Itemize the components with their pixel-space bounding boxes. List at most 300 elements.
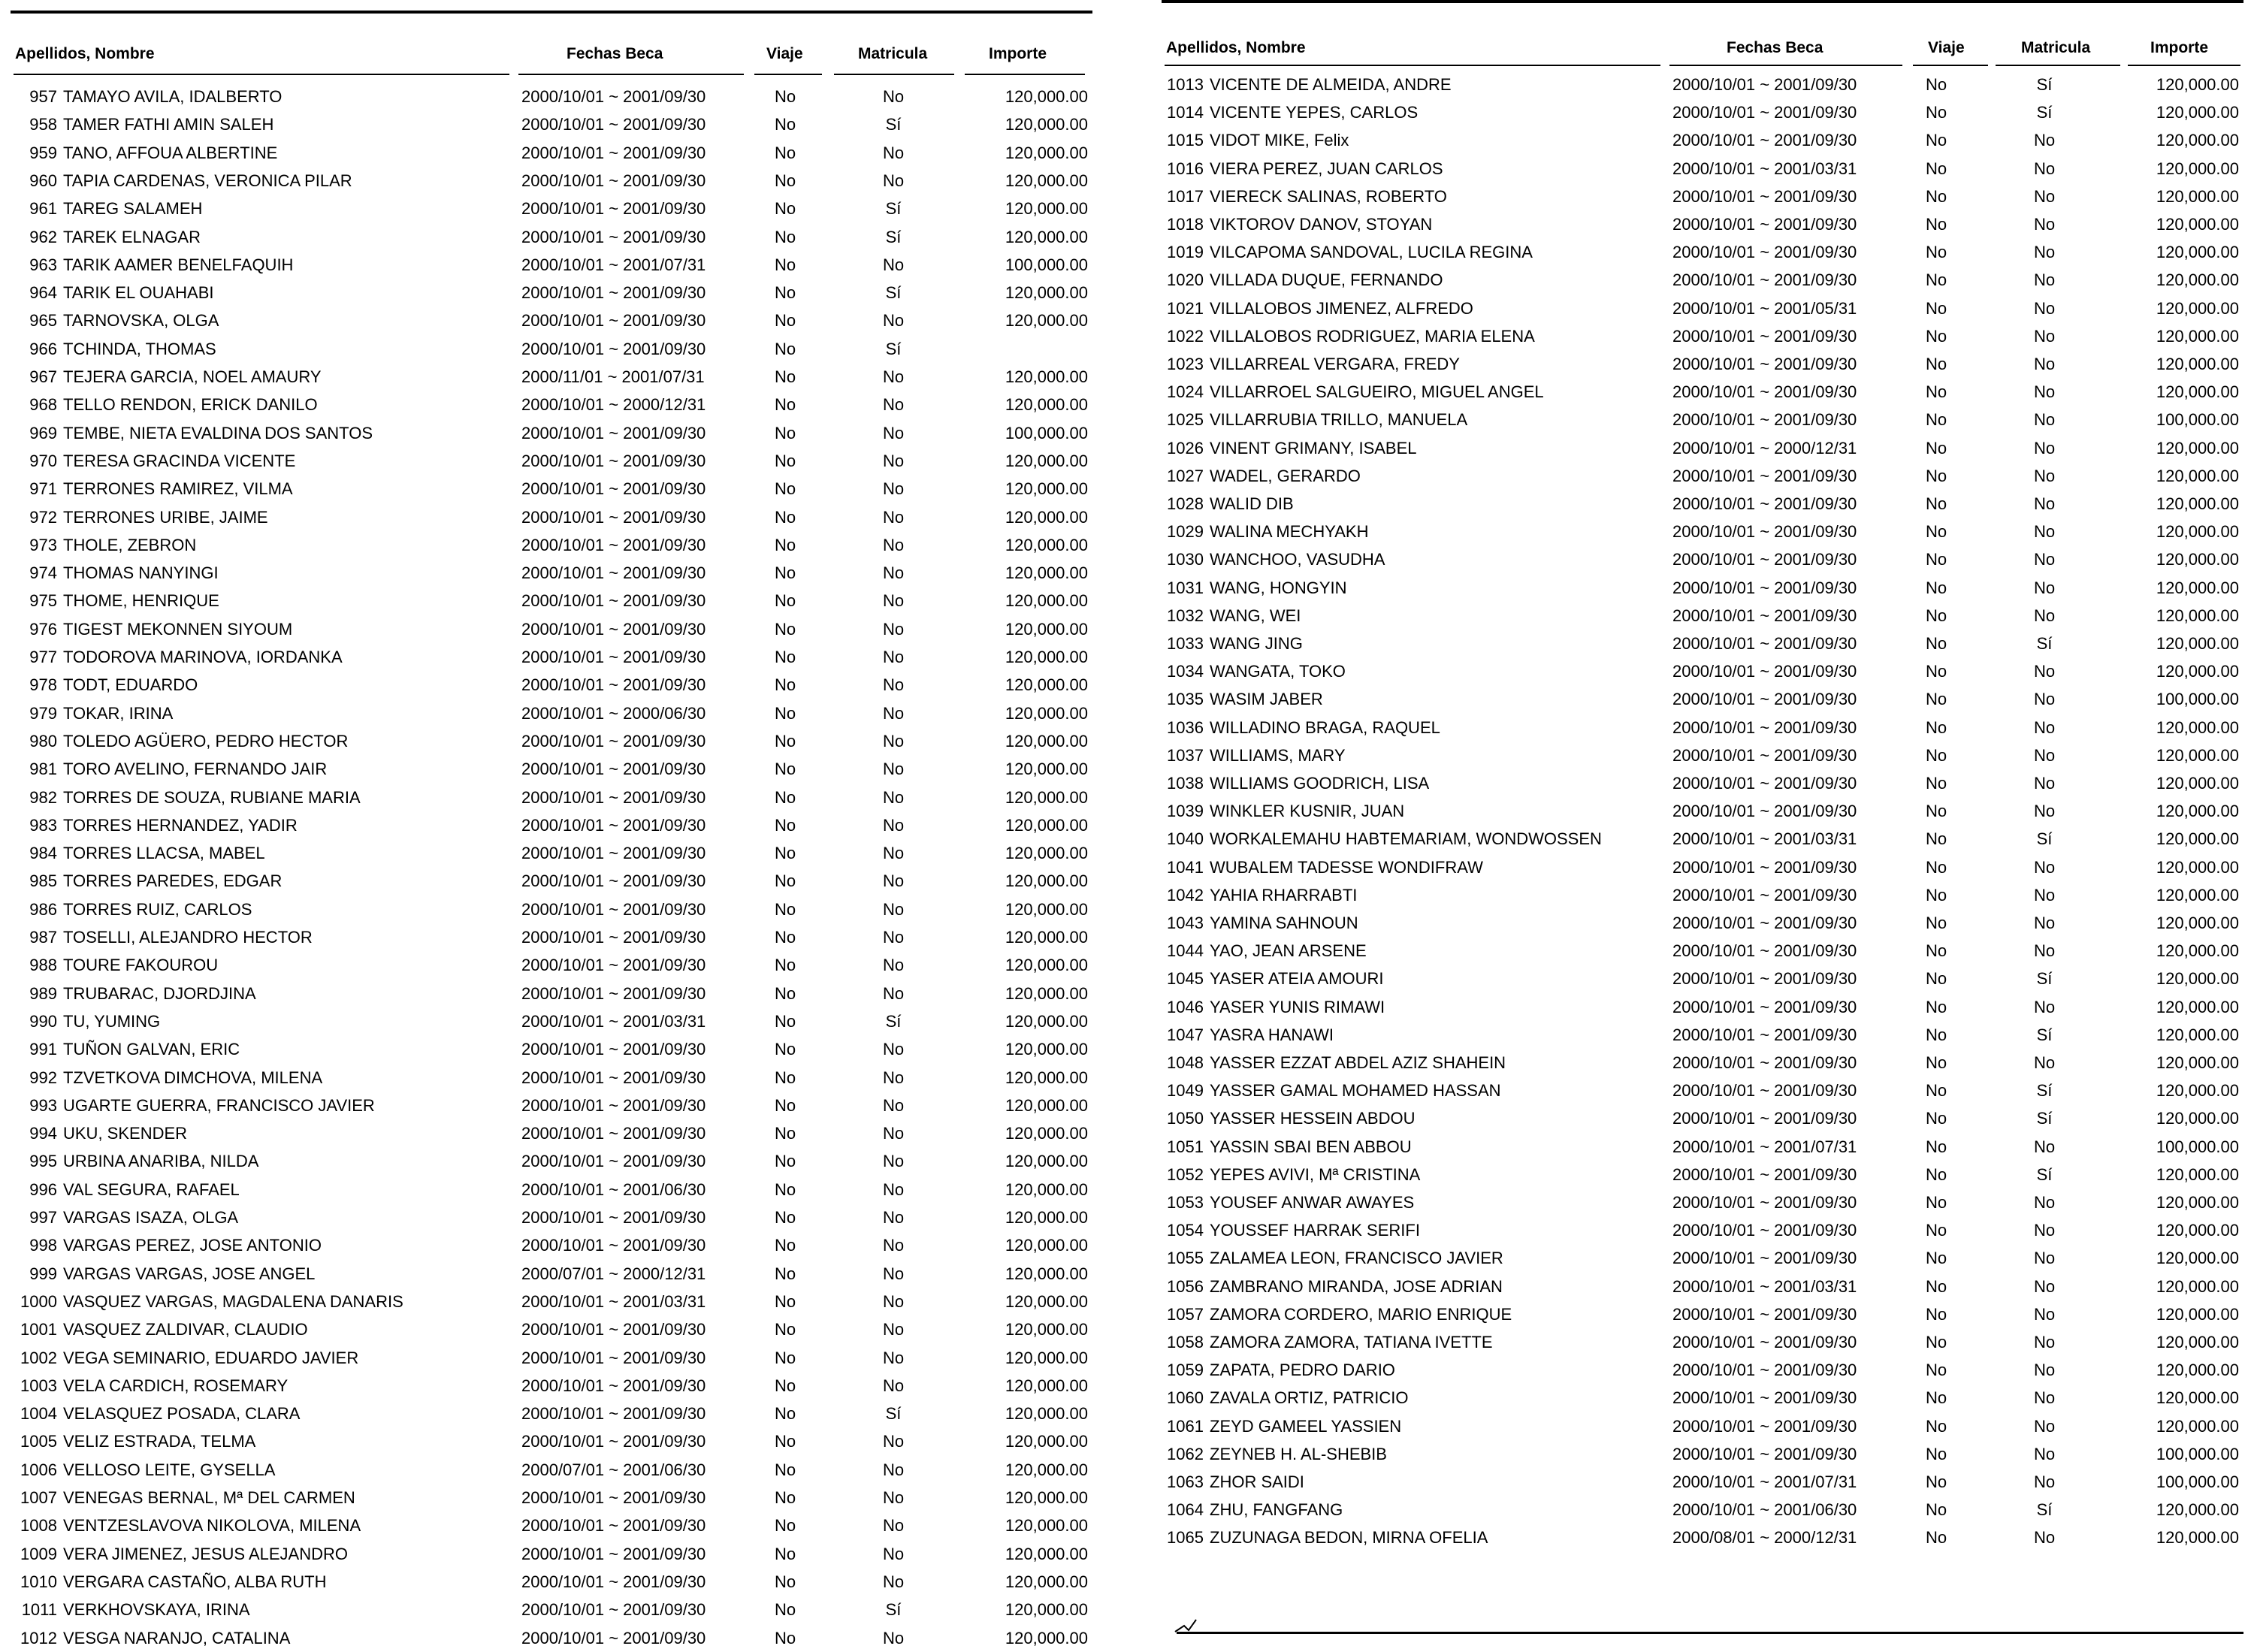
table-row: [1162, 1384, 2243, 1412]
table-row: [1162, 545, 2243, 573]
row-viaje: No: [775, 1040, 796, 1059]
row-number: 1030: [1167, 550, 1204, 569]
row-imp: 120,000.00: [2156, 1193, 2239, 1212]
row-viaje: No: [1926, 606, 1947, 625]
signature-mark: [1174, 1615, 1204, 1633]
row-name: VILCAPOMA SANDOVAL, LUCILA REGINA: [1210, 243, 1533, 262]
row-viaje: No: [1926, 829, 1947, 849]
table-row: [11, 223, 1092, 251]
row-fechas: 2000/10/01 ~ 2001/09/30: [521, 115, 706, 134]
row-viaje: No: [1926, 774, 1947, 793]
row-number: 1000: [20, 1291, 57, 1311]
row-imp: 120,000.00: [2156, 550, 2239, 569]
row-viaje: No: [1926, 103, 1947, 122]
table-row: [1162, 797, 2243, 825]
row-fechas: 2000/10/01 ~ 2001/09/30: [521, 899, 706, 919]
header-underline: [1165, 65, 1660, 66]
table-row: [11, 980, 1092, 1007]
row-number: 988: [29, 956, 57, 975]
row-name-cell: [11, 784, 361, 811]
row-viaje: No: [1926, 1528, 1947, 1548]
row-number: 1029: [1167, 522, 1204, 542]
row-imp: 120,000.00: [1005, 983, 1088, 1003]
row-mat: No: [882, 479, 905, 499]
row-fechas: 2000/10/01 ~ 2001/09/30: [521, 1124, 706, 1143]
row-number: 1043: [1167, 914, 1204, 932]
table-row: [11, 1147, 1092, 1175]
row-mat: No: [2033, 298, 2056, 318]
row-mat: No: [2033, 662, 2056, 681]
row-number: 979: [29, 703, 57, 723]
row-number: 1051: [1167, 1137, 1204, 1156]
table-row: [11, 951, 1092, 979]
row-number: 981: [29, 760, 57, 779]
row-name-cell: [1162, 155, 1443, 183]
row-number: 980: [29, 731, 57, 750]
row-viaje: No: [1926, 1276, 1947, 1296]
row-number: 1039: [1167, 802, 1204, 821]
row-imp: 100,000.00: [2156, 690, 2239, 709]
row-name-cell: [1162, 1104, 1415, 1132]
header-importe: Importe: [2150, 39, 2209, 56]
row-name: YEPES AVIVI, Mª CRISTINA: [1210, 1164, 1421, 1184]
table-row: [1162, 1216, 2243, 1244]
row-mat: No: [2033, 326, 2056, 346]
row-name-cell: [11, 587, 219, 615]
header-importe: Importe: [989, 45, 1047, 62]
row-fechas: 2000/10/01 ~ 2001/09/30: [1672, 466, 1857, 485]
row-name-cell: [1162, 1440, 1387, 1468]
row-imp: 120,000.00: [1005, 1040, 1088, 1059]
row-imp: 120,000.00: [1005, 367, 1088, 386]
row-name: TODOROVA MARINOVA, IORDANKA: [63, 648, 343, 666]
row-name: VAL SEGURA, RAFAEL: [63, 1179, 240, 1199]
row-number: 958: [29, 115, 57, 134]
row-name: VIERA PEREZ, JUAN CARLOS: [1210, 159, 1443, 178]
row-number: 1027: [1167, 466, 1204, 485]
table-row: [11, 110, 1092, 138]
row-imp: 120,000.00: [1005, 143, 1088, 162]
row-mat: Sí: [885, 115, 902, 134]
row-number: 995: [29, 1152, 57, 1171]
row-imp: 120,000.00: [2156, 75, 2239, 94]
row-name-cell: [1162, 518, 1368, 545]
header-matricula: Matricula: [2021, 39, 2091, 56]
row-name: YASER YUNIS RIMAWI: [1210, 997, 1385, 1016]
table-row: [11, 727, 1092, 755]
row-mat: No: [882, 703, 905, 723]
row-name-cell: [11, 1064, 322, 1092]
row-imp: 120,000.00: [2156, 215, 2239, 234]
row-number: 1053: [1167, 1193, 1204, 1212]
header-underline: [834, 74, 954, 75]
row-fechas: 2000/10/01 ~ 2001/09/30: [1672, 1388, 1857, 1408]
row-name-cell: [1162, 71, 1452, 98]
row-imp: 120,000.00: [2156, 1416, 2239, 1436]
row-name: URBINA ANARIBA, NILDA: [63, 1152, 259, 1171]
row-viaje: No: [775, 1264, 796, 1283]
row-imp: 120,000.00: [1005, 1152, 1088, 1171]
row-mat: No: [882, 423, 905, 442]
table-row: [1162, 602, 2243, 630]
row-fechas: 2000/10/01 ~ 2001/09/30: [1672, 717, 1857, 737]
row-mat: No: [882, 1348, 905, 1367]
row-viaje: No: [775, 1348, 796, 1367]
row-imp: 120,000.00: [1005, 1208, 1088, 1227]
table-row: [11, 1596, 1092, 1623]
row-viaje: No: [1926, 885, 1947, 905]
row-imp: 120,000.00: [1005, 1460, 1088, 1479]
row-number: 984: [29, 844, 57, 863]
row-mat: No: [2033, 606, 2056, 625]
row-name-cell: [11, 1231, 322, 1259]
row-fechas: 2000/10/01 ~ 2001/03/31: [521, 1011, 706, 1031]
row-name-cell: [1162, 881, 1357, 909]
table-row: [11, 1204, 1092, 1231]
row-number: 964: [29, 283, 57, 303]
row-fechas: 2000/10/01 ~ 2001/03/31: [1672, 1276, 1857, 1296]
row-name: TUÑON GALVAN, ERIC: [63, 1040, 240, 1059]
row-imp: 120,000.00: [2156, 1388, 2239, 1408]
row-fechas: 2000/10/01 ~ 2001/09/30: [521, 143, 706, 162]
table-row: [11, 1035, 1092, 1063]
row-number: 1054: [1167, 1221, 1204, 1240]
table-row: [1162, 1244, 2243, 1272]
row-fechas: 2000/10/01 ~ 2001/03/31: [1672, 159, 1857, 178]
row-fechas: 2000/10/01 ~ 2001/09/30: [1672, 941, 1857, 961]
row-name-cell: [11, 391, 318, 418]
row-viaje: No: [1926, 1025, 1947, 1044]
table-row: [1162, 1328, 2243, 1356]
row-viaje: No: [775, 1179, 796, 1199]
row-number: 1060: [1167, 1388, 1204, 1408]
row-name-cell: [1162, 462, 1361, 490]
row-imp: 120,000.00: [1005, 844, 1088, 863]
row-name-cell: [11, 1119, 187, 1147]
row-name-cell: [11, 727, 348, 755]
row-imp: 120,000.00: [2156, 717, 2239, 737]
row-name-cell: [1162, 1328, 1493, 1356]
row-viaje: No: [775, 760, 796, 779]
table-row: [11, 1092, 1092, 1119]
row-mat: Sí: [885, 227, 902, 246]
row-mat: No: [2033, 1221, 2056, 1240]
row-name-cell: [11, 1456, 275, 1484]
row-viaje: No: [1926, 1416, 1947, 1436]
row-name: VILLADA DUQUE, FERNANDO: [1210, 270, 1443, 290]
row-mat: No: [882, 1208, 905, 1227]
row-name: VESGA NARANJO, CATALINA: [63, 1628, 291, 1647]
row-name: TCHINDA, THOMAS: [63, 339, 216, 358]
row-imp: 120,000.00: [1005, 1572, 1088, 1591]
row-name: YAO, JEAN ARSENE: [1210, 941, 1367, 961]
row-name-cell: [1162, 406, 1467, 433]
row-name-cell: [11, 447, 295, 475]
row-number: 960: [29, 171, 57, 190]
row-fechas: 2000/10/01 ~ 2001/09/30: [521, 844, 706, 863]
row-fechas: 2000/10/01 ~ 2000/06/30: [521, 703, 706, 723]
row-number: 974: [29, 563, 57, 583]
row-fechas: 2000/10/01 ~ 2001/09/30: [1672, 1081, 1857, 1101]
row-name-cell: [11, 307, 219, 334]
table-row: [1162, 238, 2243, 266]
row-name-cell: [11, 1007, 160, 1035]
row-mat: Sí: [2036, 75, 2053, 94]
row-imp: 120,000.00: [1005, 1124, 1088, 1143]
row-number: 1042: [1167, 885, 1204, 905]
row-imp: 120,000.00: [1005, 395, 1088, 415]
row-viaje: No: [775, 451, 796, 470]
row-number: 959: [29, 143, 57, 162]
row-viaje: No: [1926, 1472, 1947, 1491]
row-mat: No: [882, 1236, 905, 1255]
table-row: [1162, 1356, 2243, 1384]
row-name-cell: [11, 83, 282, 110]
row-imp: 120,000.00: [1005, 507, 1088, 527]
row-viaje: No: [1926, 997, 1947, 1016]
row-name-cell: [11, 980, 256, 1007]
row-number: 996: [29, 1179, 57, 1199]
row-number: 1048: [1167, 1053, 1204, 1072]
row-name-cell: [11, 1624, 290, 1652]
row-viaje: No: [775, 1600, 796, 1620]
row-number: 993: [29, 1095, 57, 1115]
row-number: 1023: [1167, 355, 1204, 373]
row-fechas: 2000/10/01 ~ 2001/09/30: [1672, 690, 1857, 709]
row-mat: No: [882, 1460, 905, 1479]
row-mat: No: [882, 1544, 905, 1563]
row-mat: No: [2033, 1249, 2056, 1268]
row-name-cell: [11, 1400, 300, 1427]
row-viaje: No: [1926, 969, 1947, 989]
row-number: 975: [29, 591, 57, 611]
row-imp: 120,000.00: [2156, 969, 2239, 989]
row-viaje: No: [775, 479, 796, 499]
row-imp: 120,000.00: [2156, 1528, 2239, 1548]
row-name: THOMAS NANYINGI: [63, 563, 219, 583]
header-fechas: Fechas Beca: [1727, 39, 1823, 56]
row-fechas: 2000/10/01 ~ 2001/09/30: [1672, 1361, 1857, 1380]
row-fechas: 2000/10/01 ~ 2001/09/30: [1672, 1249, 1857, 1268]
row-mat: No: [2033, 131, 2056, 150]
row-name-cell: [11, 1260, 315, 1288]
row-name-cell: [11, 699, 173, 727]
row-name-cell: [1162, 1356, 1395, 1384]
row-mat: No: [2033, 1276, 2056, 1296]
table-row: [11, 251, 1092, 279]
row-name: YASSIN SBAI BEN ABBOU: [1210, 1137, 1412, 1156]
row-name: VELLOSO LEITE, GYSELLA: [63, 1460, 276, 1479]
row-name: VERGARA CASTAÑO, ALBA RUTH: [63, 1572, 327, 1591]
row-viaje: No: [1926, 1361, 1947, 1380]
row-imp: 120,000.00: [2156, 941, 2239, 961]
row-viaje: No: [775, 844, 796, 863]
row-name: UKU, SKENDER: [63, 1124, 188, 1143]
row-fechas: 2000/10/01 ~ 2001/09/30: [1672, 914, 1857, 932]
row-name: TAPIA CARDENAS, VERONICA PILAR: [63, 171, 352, 190]
row-fechas: 2000/10/01 ~ 2001/09/30: [521, 675, 706, 695]
row-name: TERESA GRACINDA VICENTE: [63, 451, 296, 470]
row-imp: 120,000.00: [2156, 326, 2239, 346]
table-row: [1162, 853, 2243, 881]
row-name-cell: [11, 1147, 258, 1175]
row-imp: 120,000.00: [1005, 760, 1088, 779]
row-name: VICENTE DE ALMEIDA, ANDRE: [1210, 75, 1452, 94]
row-imp: 120,000.00: [1005, 115, 1088, 134]
row-number: 1034: [1167, 662, 1204, 681]
row-name-cell: [1162, 1216, 1420, 1244]
row-mat: Sí: [885, 1404, 902, 1424]
row-name: WALID DIB: [1210, 494, 1294, 513]
row-name: THOME, HENRIQUE: [63, 591, 219, 611]
row-name-cell: [1162, 741, 1346, 769]
table-row: [11, 1007, 1092, 1035]
row-viaje: No: [775, 928, 796, 947]
row-viaje: No: [775, 1320, 796, 1339]
table-row: [11, 839, 1092, 867]
row-name-cell: [1162, 630, 1303, 657]
row-name: ZUZUNAGA BEDON, MIRNA OFELIA: [1210, 1528, 1488, 1548]
row-name: WILLIAMS, MARY: [1210, 745, 1346, 765]
row-imp: 120,000.00: [2156, 298, 2239, 318]
row-mat: Sí: [2036, 1081, 2053, 1101]
row-number: 1007: [20, 1488, 57, 1507]
row-number: 1002: [20, 1348, 57, 1367]
row-viaje: No: [775, 787, 796, 807]
row-name: ZAMBRANO MIRANDA, JOSE ADRIAN: [1210, 1276, 1503, 1296]
row-name-cell: [11, 839, 265, 867]
row-viaje: No: [1926, 466, 1947, 485]
row-name-cell: [1162, 378, 1544, 406]
row-number: 987: [29, 928, 57, 947]
row-name: TRUBARAC, DJORDJINA: [63, 983, 256, 1003]
row-number: 976: [29, 619, 57, 639]
row-name-cell: [1162, 1273, 1503, 1300]
row-name: ZAPATA, PEDRO DARIO: [1210, 1361, 1395, 1380]
row-fechas: 2000/10/01 ~ 2001/09/30: [1672, 494, 1857, 513]
row-fechas: 2000/10/01 ~ 2001/09/30: [1672, 802, 1857, 821]
table-row: [1162, 881, 2243, 909]
row-viaje: No: [1926, 690, 1947, 709]
row-imp: 120,000.00: [1005, 1348, 1088, 1367]
row-mat: No: [2033, 410, 2056, 430]
row-viaje: No: [1926, 1500, 1947, 1520]
table-row: [11, 1400, 1092, 1427]
row-number: 978: [29, 675, 57, 695]
table-row: [11, 1456, 1092, 1484]
row-fechas: 2000/10/01 ~ 2001/09/30: [521, 423, 706, 442]
row-viaje: No: [775, 1208, 796, 1227]
table-row: [11, 671, 1092, 699]
row-viaje: No: [1926, 186, 1947, 206]
row-mat: No: [882, 1179, 905, 1199]
header-name: Apellidos, Nombre: [1166, 39, 1306, 56]
row-number: 1022: [1167, 326, 1204, 346]
table-row: [1162, 714, 2243, 741]
row-name-cell: [11, 195, 202, 222]
row-number: 973: [29, 535, 57, 554]
header-underline: [14, 74, 509, 75]
row-name: YAMINA SAHNOUN: [1210, 914, 1358, 932]
row-number: 1028: [1167, 494, 1204, 513]
row-name: VILLARRUBIA TRILLO, MANUELA: [1210, 410, 1468, 430]
table-row: [1162, 1524, 2243, 1551]
row-name-cell: [1162, 1049, 1506, 1077]
row-viaje: No: [1926, 1388, 1947, 1408]
row-fechas: 2000/10/01 ~ 2001/03/31: [521, 1291, 706, 1311]
table-row: [11, 1176, 1092, 1204]
row-viaje: No: [1926, 550, 1947, 569]
row-fechas: 2000/10/01 ~ 2001/09/30: [1672, 1333, 1857, 1351]
row-number: 991: [29, 1040, 57, 1059]
row-mat: No: [2033, 243, 2056, 262]
row-mat: No: [2033, 914, 2056, 932]
row-viaje: No: [1926, 1164, 1947, 1184]
row-name-cell: [11, 419, 373, 447]
row-viaje: No: [1926, 159, 1947, 178]
row-fechas: 2000/10/01 ~ 2001/09/30: [1672, 355, 1857, 373]
row-fechas: 2000/10/01 ~ 2001/09/30: [521, 1544, 706, 1563]
row-number: 1012: [20, 1628, 57, 1647]
row-number: 997: [29, 1208, 57, 1227]
row-fechas: 2000/10/01 ~ 2001/09/30: [521, 87, 706, 106]
row-number: 1025: [1167, 410, 1204, 430]
row-name-cell: [11, 923, 313, 951]
row-mat: No: [2033, 1416, 2056, 1436]
row-viaje: No: [775, 731, 796, 750]
table-row: [11, 447, 1092, 475]
row-fechas: 2000/10/01 ~ 2001/09/30: [521, 760, 706, 779]
row-name-cell: [11, 503, 268, 531]
row-name: TOKAR, IRINA: [63, 703, 174, 723]
row-mat: No: [882, 1040, 905, 1059]
row-fechas: 2000/10/01 ~ 2001/09/30: [1672, 215, 1857, 234]
row-name: VILLARREAL VERGARA, FREDY: [1210, 355, 1460, 373]
row-number: 1059: [1167, 1361, 1204, 1380]
table-row: [11, 587, 1092, 615]
row-imp: 120,000.00: [1005, 1404, 1088, 1424]
table-row: [1162, 71, 2243, 98]
row-fechas: 2000/10/01 ~ 2001/09/30: [521, 1152, 706, 1171]
row-name-cell: [1162, 183, 1447, 210]
row-fechas: 2000/10/01 ~ 2001/09/30: [1672, 997, 1857, 1016]
row-number: 982: [29, 787, 57, 807]
table-row: [1162, 685, 2243, 713]
row-name: ZALAMEA LEON, FRANCISCO JAVIER: [1210, 1249, 1503, 1268]
row-mat: No: [2033, 1528, 2056, 1548]
row-mat: No: [2033, 550, 2056, 569]
row-mat: No: [2033, 1053, 2056, 1072]
table-row: [11, 503, 1092, 531]
row-name-cell: [11, 1176, 240, 1204]
table-row: [11, 867, 1092, 895]
row-name: UGARTE GUERRA, FRANCISCO JAVIER: [63, 1095, 375, 1115]
header-matricula: Matricula: [858, 45, 928, 62]
row-name: YASRA HANAWI: [1210, 1025, 1334, 1044]
row-viaje: No: [775, 87, 796, 106]
row-imp: 120,000.00: [1005, 648, 1088, 666]
row-mat: No: [2033, 1304, 2056, 1324]
row-mat: Sí: [885, 1011, 902, 1031]
row-name-cell: [11, 755, 327, 783]
row-name-cell: [11, 110, 273, 138]
row-name-cell: [1162, 490, 1294, 518]
row-imp: 120,000.00: [1005, 871, 1088, 891]
row-fechas: 2000/10/01 ~ 2001/09/30: [1672, 410, 1857, 430]
row-number: 1052: [1167, 1164, 1204, 1184]
row-name: WILLIAMS GOODRICH, LISA: [1210, 774, 1430, 793]
row-number: 966: [29, 339, 57, 358]
